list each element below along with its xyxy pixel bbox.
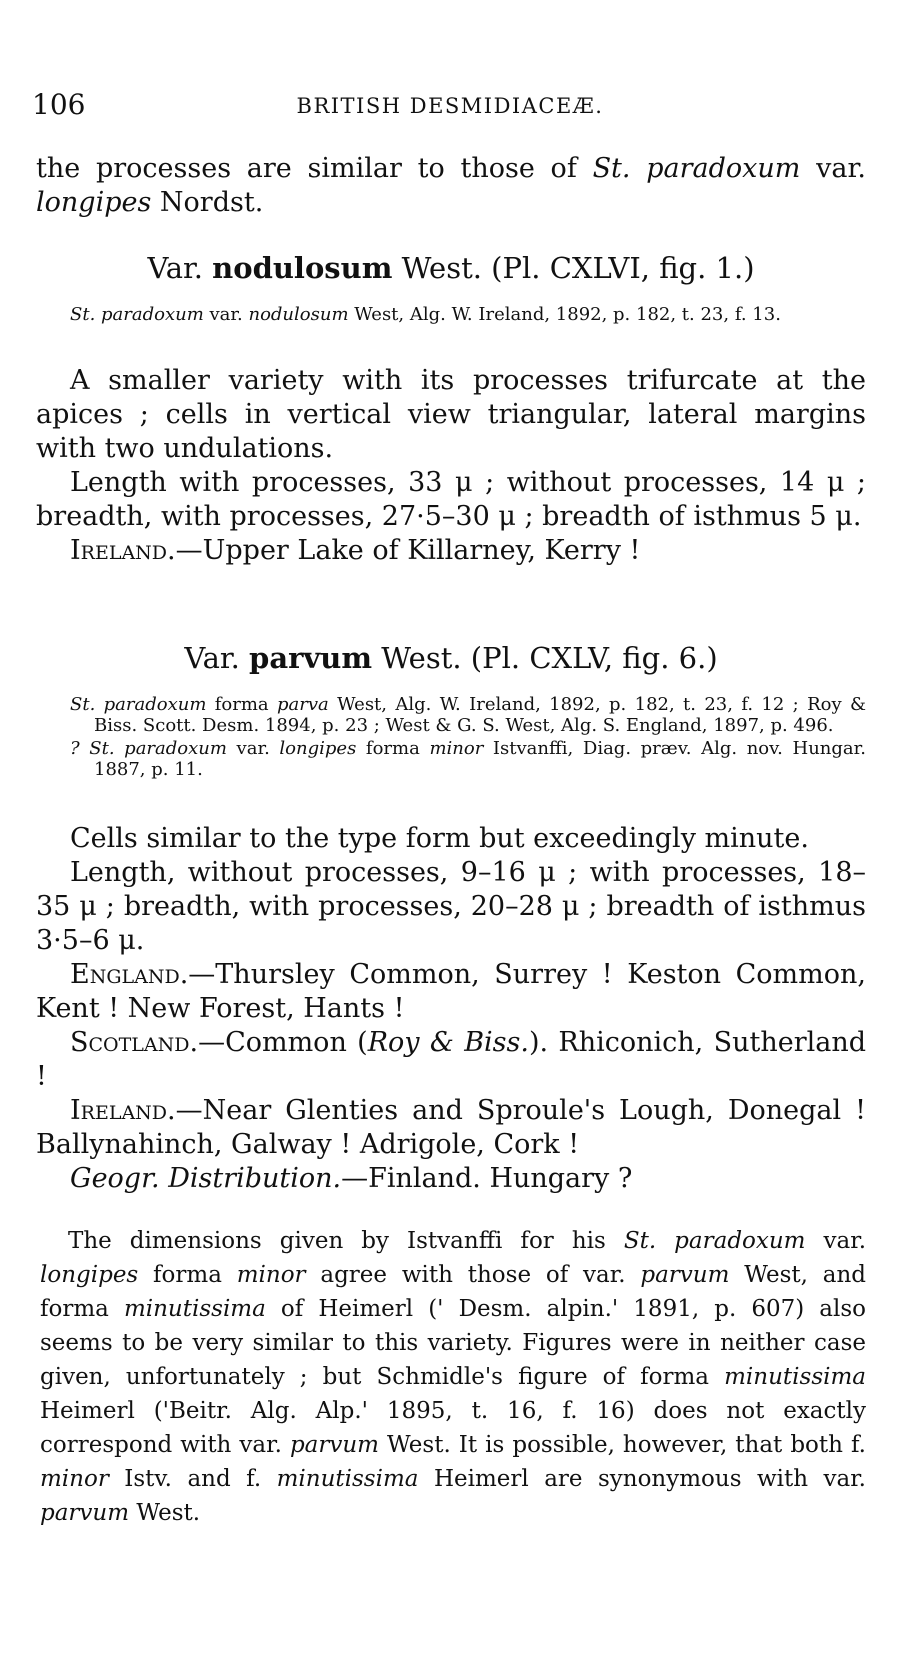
description-parvum: Cells similar to the type form but exceedingly minute. Length, without processes, 9–16 μ ; with processes, 18–35 μ ; breadth, with processes, 20–28 μ ; breadth of isthmus 3·5–6 μ. England.—Thursley Common, Surrey ! Keston Common, Kent ! New Forest, Hants ! Scotland.—Common (Roy & Biss.). Rhiconich, Sutherland ! Ireland.—Near Glenties and Sproule's Lough, Donegal ! Ballynahinch, Galway ! Adrigole, Cork ! Geogr. Distribution.—Finland. Hungary ? <box>36 823 867 1194</box>
page-number: 106 <box>32 88 86 121</box>
measurements-nodulosum: Length with processes, 33 μ ; without processes, 14 μ ; breadth, with processes, 27·5–30 μ ; breadth of isthmus 5 μ. <box>36 467 866 532</box>
locality-england: England.—Thursley Common, Surrey ! Keston Common, Kent ! New Forest, Hants ! <box>36 959 866 1024</box>
measurements-parvum: Length, without processes, 9–16 μ ; with processes, 18–35 μ ; breadth, with processes, 20–28 μ ; breadth of isthmus 3·5–6 μ. <box>36 857 866 956</box>
page-header <box>32 88 868 128</box>
locality-ireland-parvum: Ireland.—Near Glenties and Sproule's Lough, Donegal ! Ballynahinch, Galway ! Adrigole, Cork ! <box>36 1095 866 1160</box>
synonym-1: St. paradoxum forma parva West, Alg. W. Ireland, 1892, p. 182, t. 23, f. 12 ; Roy & Biss. Scott. Desm. 1894, p. 23 ; West & G. S. West, Alg. S. England, 1897, p. 496. <box>70 694 866 736</box>
geographic-distribution: Geogr. Distribution.—Finland. Hungary ? <box>70 1163 633 1194</box>
heading-var-nodulosum: Var. nodulosum West. (Pl. CXLVI, fig. 1.) <box>147 251 755 285</box>
locality-scotland: Scotland.—Common (Roy & Biss.). Rhiconich, Sutherland ! <box>36 1027 867 1092</box>
heading-var-parvum: Var. parvum West. (Pl. CXLV, fig. 6.) <box>184 641 718 675</box>
description-nodulosum: A smaller variety with its processes trifurcate at the apices ; cells in vertical view triangular, lateral margins with two undulations. Length with processes, 33 μ ; without processes, 14 μ ; breadth, with processes, 27·5–30 μ ; breadth of isthmus 5 μ. Ireland.—Upper Lake of Killarney, Kerry ! <box>36 365 866 566</box>
synonymy-parvum <box>70 694 866 782</box>
running-title: BRITISH DESMIDIACEÆ. <box>296 94 604 118</box>
synonymy-nodulosum: St. paradoxum var. nodulosum West, Alg. W. Ireland, 1892, p. 182, t. 23, f. 13. <box>70 304 781 325</box>
locality-ireland-nodulosum: Ireland.—Upper Lake of Killarney, Kerry ! <box>70 535 641 566</box>
continuation-paragraph: the processes are similar to those of St. paradoxum var. longipes Nordst. <box>36 153 867 218</box>
note-paragraph: The dimensions given by Istvanffi for his St. paradoxum var. longipes forma minor agree with those of var. parvum West, and forma minutissima of Heimerl (' Desm. alpin.' 1891, p. 607) also seems to be very similar to this variety. Figures were in neither case given, unfortunately ; but Schmidle's figure of forma minutissima Heimerl ('Beitr. Alg. Alp.' 1895, t. 16, f. 16) does not exactly correspond with var. parvum West. It is possible, however, that both f. minor Istv. and f. minutissima Heimerl are synonymous with var. parvum West. <box>40 1228 867 1526</box>
synonym-2: ? St. paradoxum var. longipes forma minor Istvanffi, Diag. præv. Alg. nov. Hungar. 1887, p. 11. <box>70 738 866 780</box>
